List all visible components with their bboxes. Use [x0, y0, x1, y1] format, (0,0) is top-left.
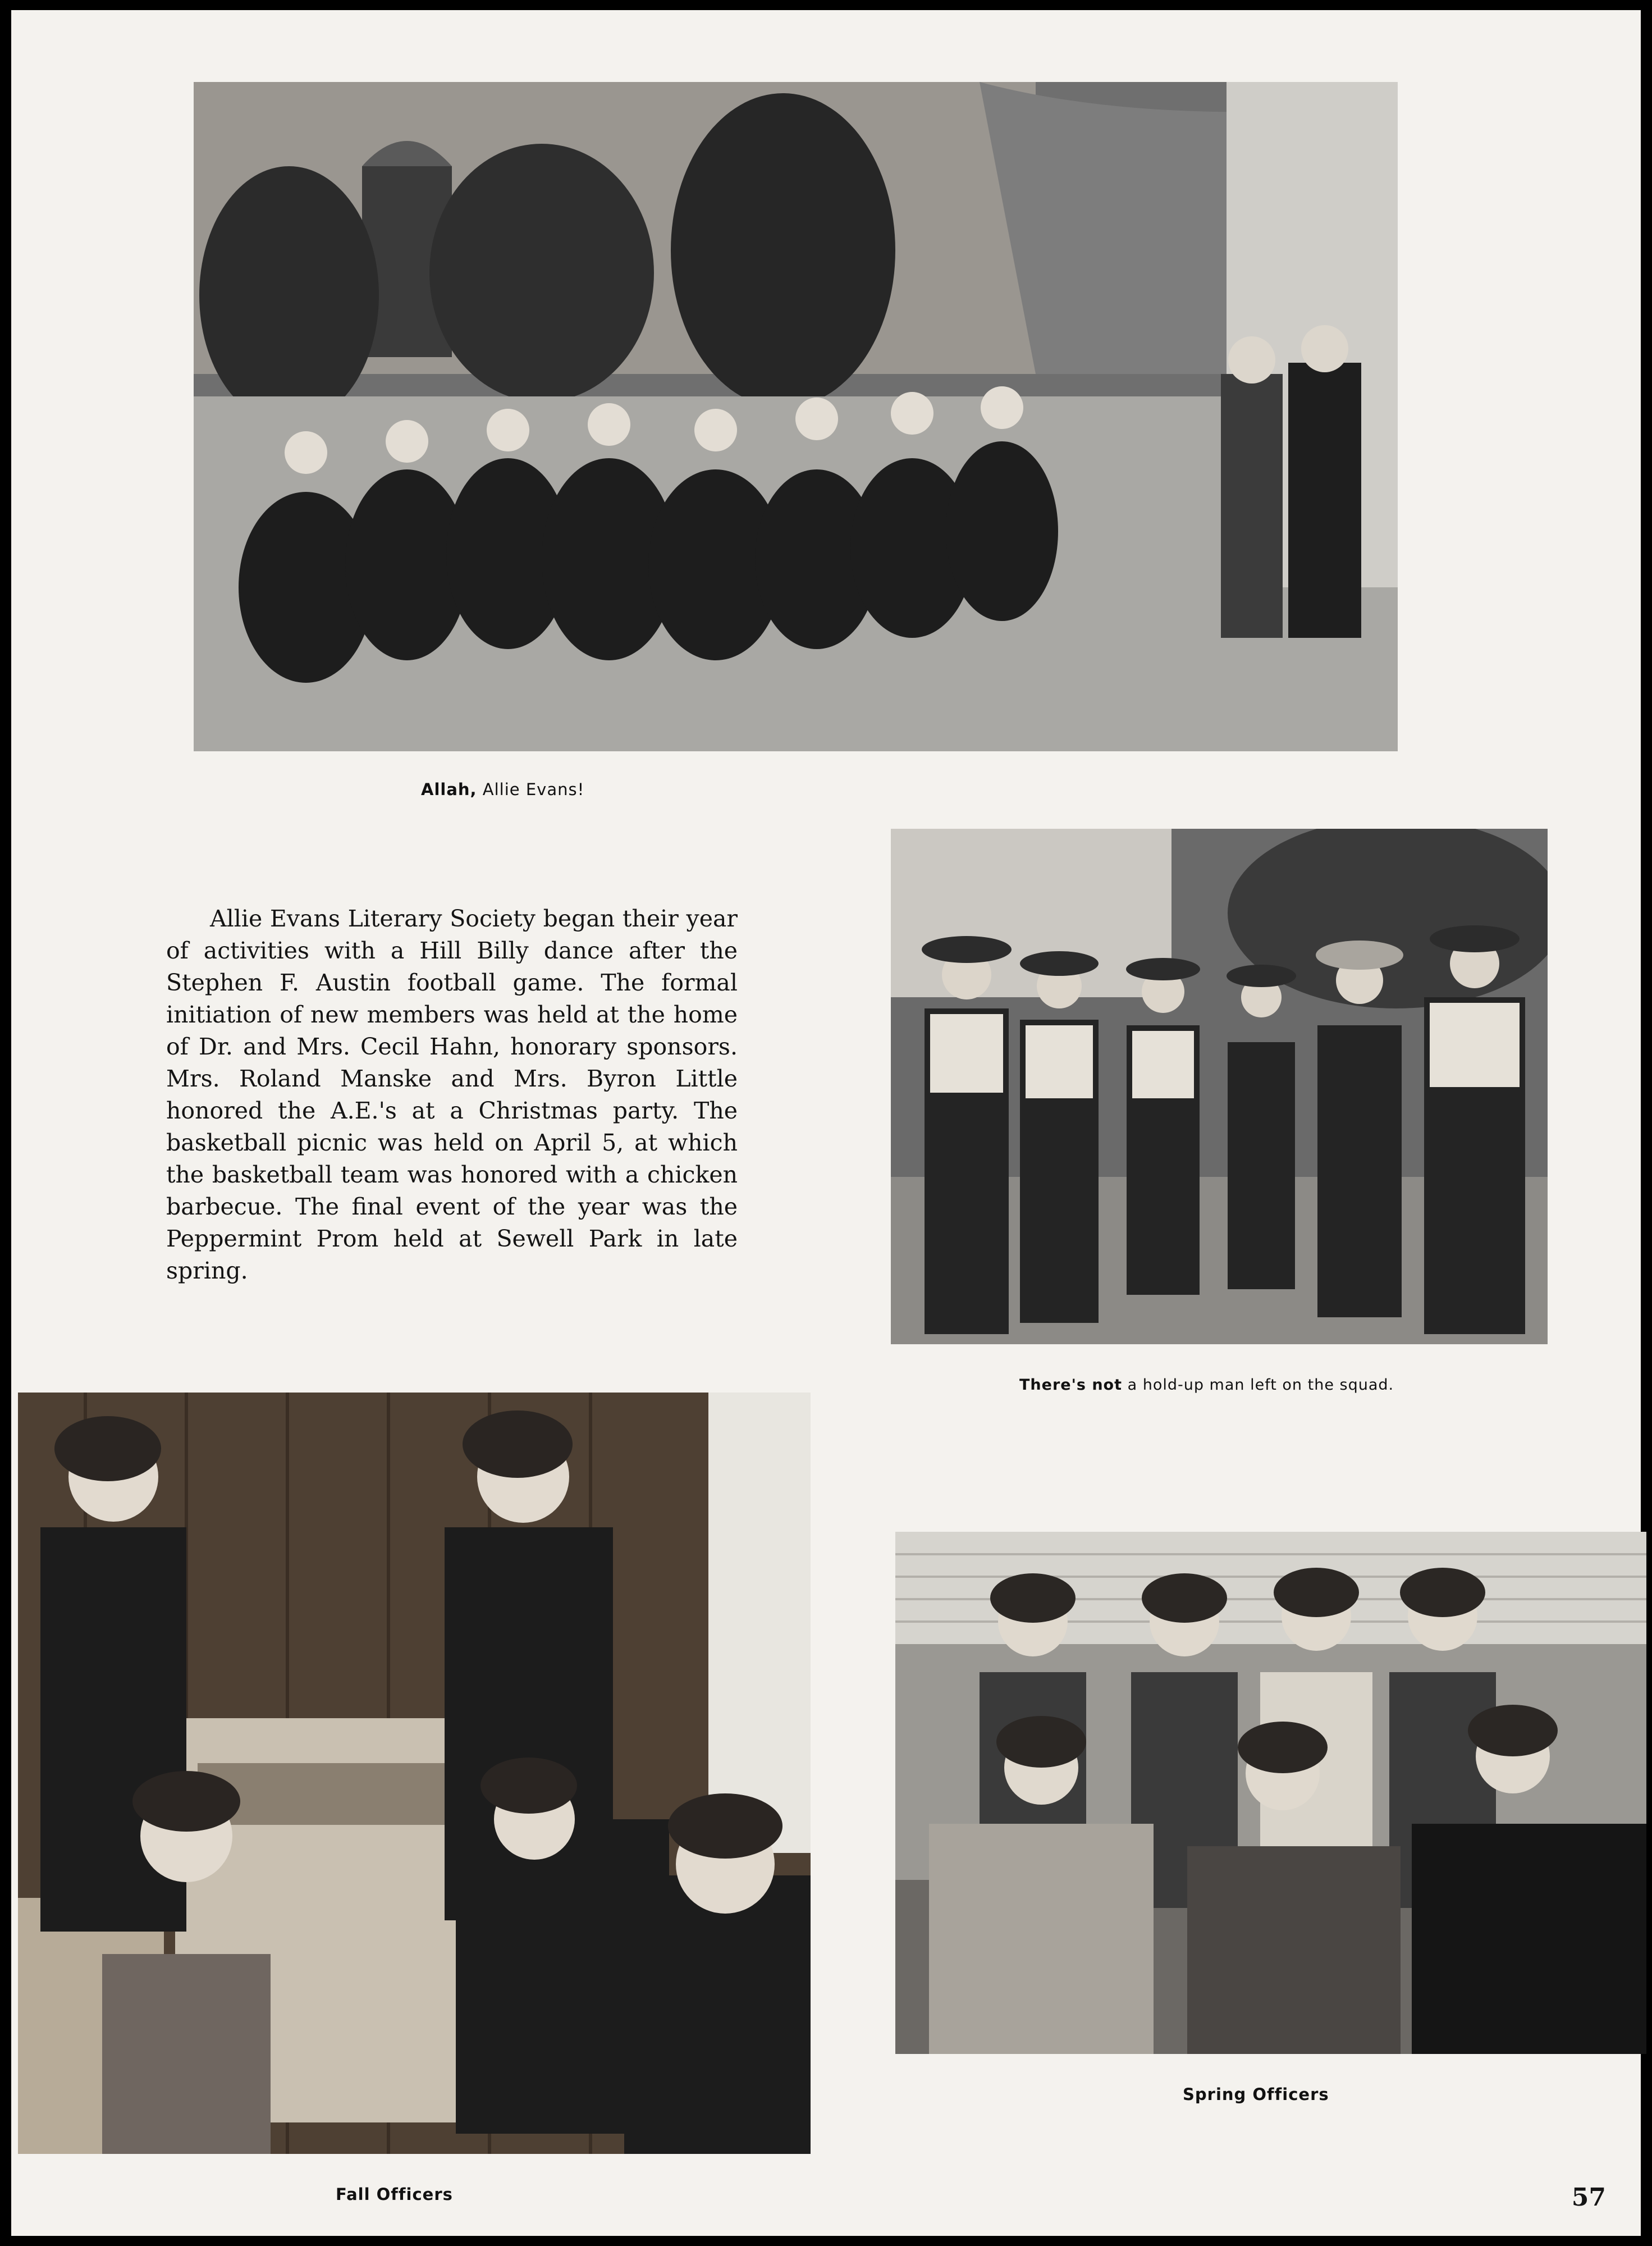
photo-western-costumes	[891, 829, 1548, 1344]
caption-photo-western-rest: a hold-up man left on the squad.	[1122, 1376, 1394, 1394]
caption-fall-officers-text: Fall Officers	[336, 2185, 453, 2204]
caption-fall-officers	[336, 2185, 453, 2204]
caption-photo-western-bold: There's not	[1019, 1376, 1122, 1394]
photo-spring-officers	[895, 1532, 1646, 2054]
yearbook-page	[11, 10, 1641, 2236]
photo-fall-officers-image	[18, 1393, 811, 2154]
caption-spring-officers-text: Spring Officers	[1183, 2085, 1329, 2104]
photo-initiation-courtyard	[194, 82, 1398, 751]
caption-spring-officers	[1183, 2085, 1329, 2104]
photo-initiation-courtyard-image	[194, 82, 1398, 751]
photo-spring-officers-image	[895, 1532, 1646, 2054]
caption-photo-initiation-rest: Allie Evans!	[477, 780, 585, 799]
photo-western-costumes-image	[891, 829, 1548, 1344]
page-number: 57	[1571, 2183, 1606, 2212]
caption-photo-initiation	[421, 780, 584, 799]
photo-fall-officers	[18, 1393, 811, 2154]
caption-photo-initiation-bold: Allah,	[421, 780, 477, 799]
caption-photo-western	[1019, 1376, 1394, 1394]
article-paragraph: Allie Evans Literary Society began their year of activities with a Hill Billy dance after the Stephen F. Austin football game. The formal initiation of new members was held at the home of Dr. and Mrs. Cecil Hahn, honorary sponsors. Mrs. Roland Manske and Mrs. Byron Little honored the A.E.'s at a Christmas party. The basketball picnic was held on April 5, at which the basketball team was honored with a chicken barbecue. The final event of the year was the Peppermint Prom held at Sewell Park in late spring.	[166, 905, 738, 1284]
